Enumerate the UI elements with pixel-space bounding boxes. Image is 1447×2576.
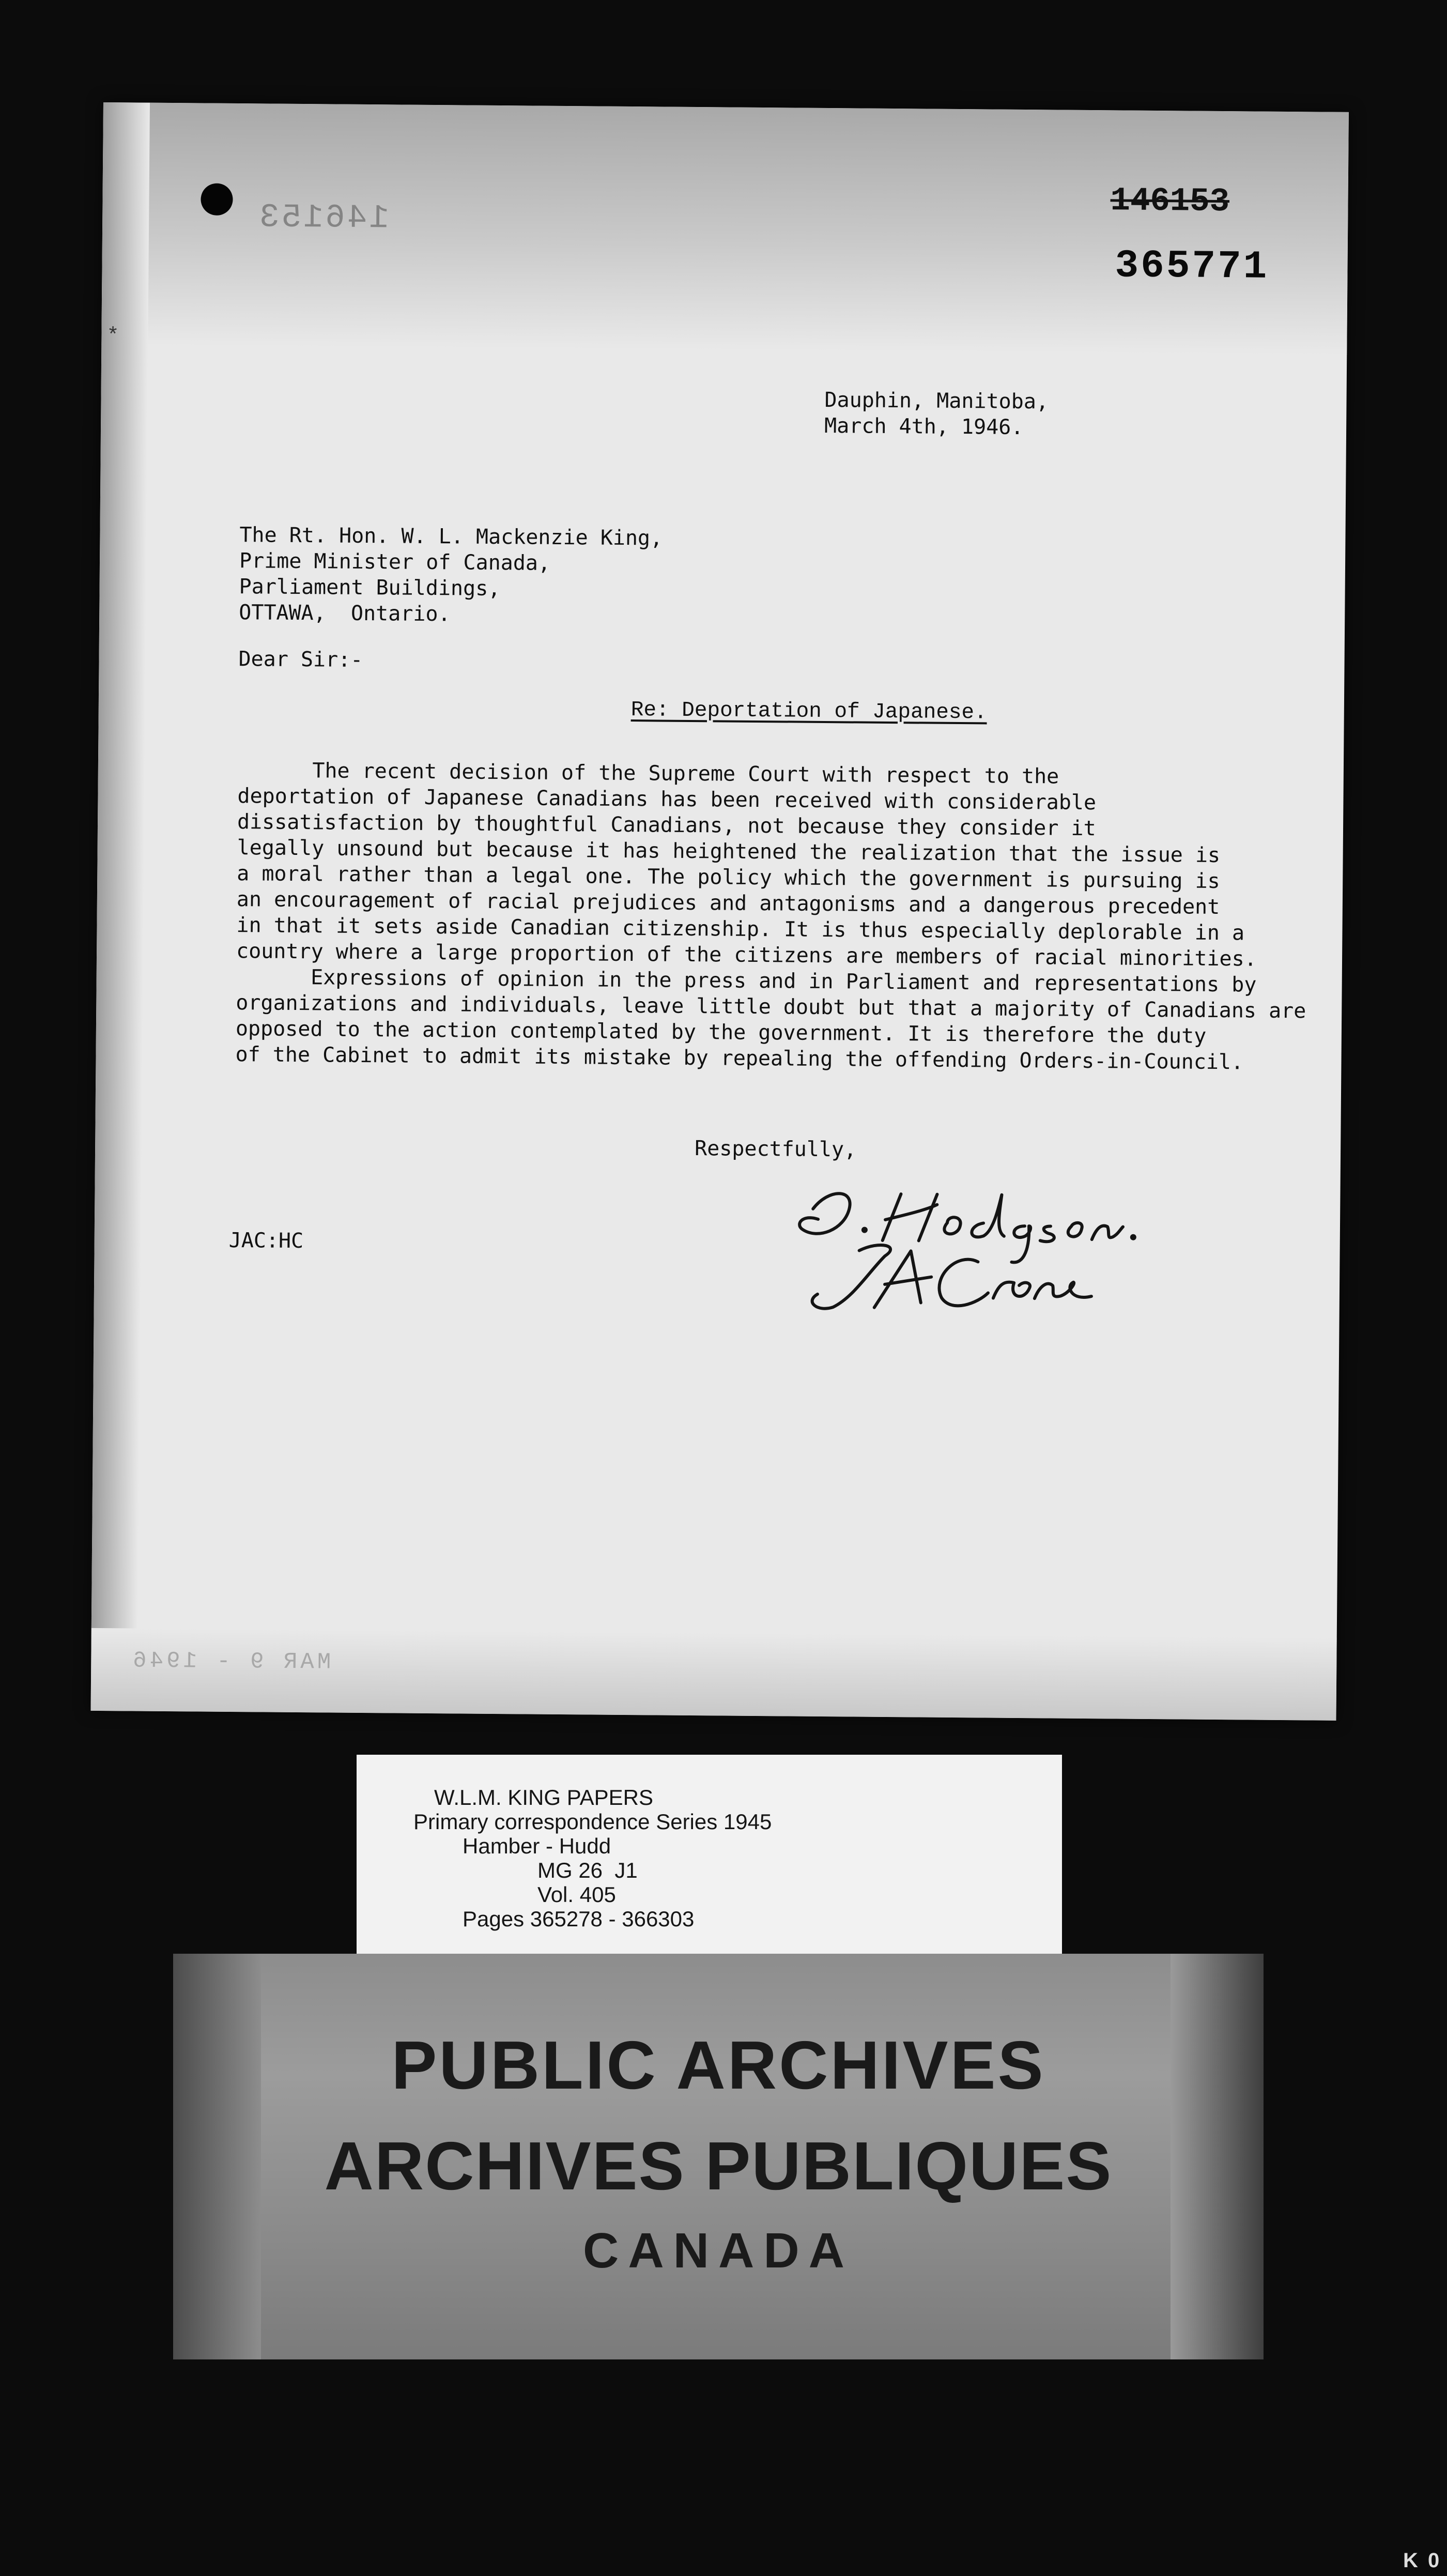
body-paragraph-1: The recent decision of the Supreme Court with respect to the deportation of Japanese Canadians has been received with considerable dissatisfaction by thoughtful Canadians, not because they consider it legally unsound but because it has heightened the realization that the issue is a moral rather than a legal one. The policy which the government is pursuing is an encouragement of racial prejudices and antagonisms and a dangerous precedent in that it sets aside Canadian citizenship. It is thus especially deplorable in a country where a large proportion of the citizens are members of racial minorities. (236, 758, 1257, 971)
catalog-line-5: Vol. 405 (537, 1882, 616, 1907)
sheet-left-shading (91, 102, 150, 1711)
struck-file-number: 146153 (1110, 182, 1230, 221)
salutation: Dear Sir:- (238, 647, 363, 672)
catalog-label (357, 1755, 1062, 1954)
letter-sheet (91, 102, 1349, 1721)
signature-2-stroke-ra (993, 1282, 1030, 1298)
handwritten-signatures (781, 1172, 1175, 1330)
body-paragraph-2: Expressions of opinion in the press and in Parliament and representations by organizations and individuals, leave little doubt but that a majority of Canadians are opposed to the action contemplated by the government. It is therefore the duty of the Cabinet to admit its mistake by repealing the offending Orders-in-Council. (235, 965, 1306, 1075)
signature-1-stroke-o (944, 1217, 960, 1234)
file-number: 365771 (1115, 243, 1269, 289)
signature-1-stroke-o2 (1068, 1223, 1082, 1237)
signature-1-period (1132, 1236, 1135, 1239)
signature-1-stroke-s (1040, 1226, 1054, 1241)
signature-2-stroke-c (939, 1259, 988, 1306)
signature-1-dot (863, 1229, 866, 1232)
signature-1-stroke-j (799, 1193, 850, 1234)
public-archives-plate (173, 1954, 1264, 2359)
signature-1-stroke-n (1092, 1225, 1123, 1239)
catalog-line-6: Pages 365278 - 366303 (463, 1907, 695, 1931)
typist-initials: JAC:HC (228, 1228, 304, 1253)
corner-frame-code: K 0 (1403, 2549, 1442, 2572)
plate-line-english: PUBLIC ARCHIVES (391, 2027, 1045, 2103)
signature-2-stroke-ne (1035, 1282, 1091, 1299)
catalog-line-2: Primary correspondence Series 1945 (413, 1810, 772, 1834)
plate-line-country: CANADA (583, 2223, 854, 2278)
bleed-through-number: 146153 (257, 199, 389, 238)
addressee-block: The Rt. Hon. W. L. Mackenzie King, Prime Minister of Canada, Parliament Buildings, OTTAWA, Ontario. (239, 523, 663, 626)
punch-hole (201, 183, 233, 215)
signature-1-stroke-d (972, 1194, 1004, 1237)
catalog-line-3: Hamber - Hudd (463, 1834, 611, 1858)
catalog-line-1: W.L.M. KING PAPERS (434, 1785, 653, 1810)
closing: Respectfully, (694, 1137, 857, 1162)
signature-1-stroke-g (1011, 1226, 1030, 1263)
catalog-line-4: MG 26 J1 (537, 1858, 638, 1882)
received-date-stamp: MAR 9 - 1946 (130, 1648, 331, 1676)
signature-1-stroke-h (883, 1194, 937, 1241)
subject-line: Re: Deportation of Japanese. (630, 698, 987, 725)
margin-mark: * (106, 325, 119, 348)
plate-line-french: ARCHIVES PUBLIQUES (324, 2128, 1113, 2204)
place-date: Dauphin, Manitoba, March 4th, 1946. (824, 388, 1049, 440)
